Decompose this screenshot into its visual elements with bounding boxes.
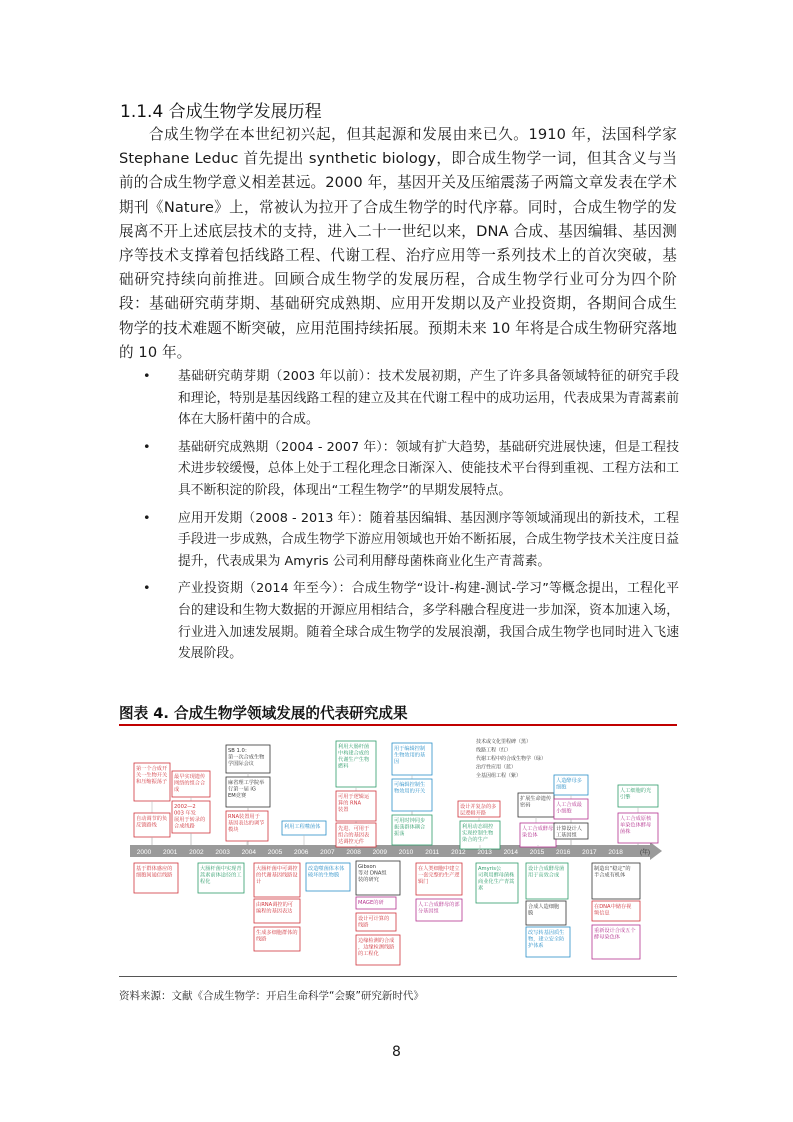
svg-text:程化: 程化 <box>200 879 211 885</box>
timeline-event-below <box>356 861 400 895</box>
svg-text:计: 计 <box>256 879 262 885</box>
timeline-event-above <box>392 815 432 845</box>
intro-paragraph: 合成生物学在本世纪初兴起，但其起源和发展由来已久。1910 年，法国科学家 Stephane Leduc 首先提出 synthetic biology，即合成生物学一词，但其含义与当前的合成生物学意义相差甚远。2000 年，基因开关及压缩震荡子两篇文章发表在学术期刊《Nature》上，常被认为拉开了合成生物学的时代序幕。同时，合成生物学的发展离不开上述底层技术的支持，进入二十一世纪以来，DNA 合成、基因编辑、基因测序等技术支撑着包括线路工程、代谢工程、治疗应用等一系列技术上的首次突破，基础研究持续向前推进。回顾合成生物学的发展历程，合成生物学行业可分为四个阶段：基础研究萌芽期、基础研究成熟期、应用开发期以及产业投资期，各期间合成生物学的技术难题不断突破，应用范围持续拓展。预期未来 10 年将是合成生物研究落地的 10 年。 <box>119 126 677 361</box>
timeline-event-below <box>526 863 568 899</box>
timeline-event-below <box>356 913 396 931</box>
svg-text:工基因组: 工基因组 <box>556 832 577 839</box>
timeline-event-above <box>392 743 432 775</box>
svg-text:基因表达的调节: 基因表达的调节 <box>228 820 265 827</box>
svg-text:行第一届 iG: 行第一届 iG <box>228 786 256 793</box>
svg-text:的工程化: 的工程化 <box>358 951 379 957</box>
list-item: • 应用开发期（2008 - 2013 年）：随着基因编辑、基因测序等领域涌现出的新技术，工程手段进一步成熟，合成生物学下游应用领域也开始不断拓展，合成生物学技术关注度日益提升，代表成果为 Amyris 公司利用酵母菌株商业化生产青蒿素。 <box>143 508 679 573</box>
svg-text:合成人造细胞: 合成人造细胞 <box>528 904 560 910</box>
svg-text:改造噬菌体本体: 改造噬菌体本体 <box>308 866 345 872</box>
svg-text:人工合成原核: 人工合成原核 <box>620 816 652 822</box>
svg-text:利用大肠杆菌: 利用大肠杆菌 <box>338 744 370 750</box>
legend-entry: 技术或文化里程碑（黑） <box>476 739 532 745</box>
timeline-event-below <box>416 899 462 921</box>
timeline-graphic <box>130 735 670 970</box>
svg-text:半合成有机体: 半合成有机体 <box>594 872 626 879</box>
timeline-event-above <box>226 811 268 841</box>
timeline-event-above <box>392 779 432 811</box>
svg-text:物效用的开关: 物效用的开关 <box>394 788 426 795</box>
timeline-event-below <box>254 927 300 951</box>
svg-text:生成多细胞群体的: 生成多细胞群体的 <box>256 930 298 936</box>
timeline-arrow <box>650 842 662 860</box>
svg-text:设计合成酵母菌: 设计合成酵母菌 <box>528 866 565 872</box>
svg-text:频信息: 频信息 <box>594 910 610 917</box>
timeline-event-below <box>134 863 178 893</box>
svg-text:素: 素 <box>478 885 484 892</box>
svg-text:振荡: 振荡 <box>394 831 405 837</box>
list-item: • 基础研究萌芽期（2003 年以前）：技术发展初期，产生了许多具备领域特征的研究手段和理论，特别是基因线路工程的建立及其在代谢工程中的成功运用，代表成果为青蒿素前体在大肠杆菌中的合成。 <box>143 366 679 431</box>
legend-entry: 代谢工程中的合成生物学（绿） <box>476 756 547 762</box>
svg-text:学国际会议: 学国际会议 <box>228 761 254 767</box>
figure-title: 图表 4. 合成生物学领域发展的代表研究成果 <box>119 705 408 722</box>
year-label: 2008 <box>346 849 361 856</box>
svg-text:装置: 装置 <box>338 807 349 813</box>
legend-entry: 治疗性应用（蓝） <box>476 764 517 771</box>
svg-text:破坏的生物膜: 破坏的生物膜 <box>308 872 340 879</box>
timeline-event-below <box>254 863 300 897</box>
timeline-event-above <box>336 791 376 821</box>
svg-text:一套完整的生产逻: 一套完整的生产逻 <box>418 872 460 879</box>
section-title: 1.1.4 合成生物学发展历程 <box>120 102 322 122</box>
svg-text:生物效用的基: 生物效用的基 <box>394 752 426 759</box>
figure-source: 资料来源：文献《合成生物学：开启生命科学“会聚”研究新时代》 <box>119 990 424 1002</box>
timeline-event-above <box>282 821 326 835</box>
svg-text:MAGE的研: MAGE的研 <box>358 900 384 906</box>
svg-text:可编辑控制生: 可编辑控制生 <box>394 782 426 788</box>
timeline-event-above <box>554 823 588 839</box>
year-suffix: (年) <box>640 850 650 856</box>
svg-text:算的 RNA: 算的 RNA <box>338 800 362 807</box>
year-label: 2018 <box>608 849 623 856</box>
year-label: 2009 <box>372 849 388 856</box>
svg-text:先进、可用于: 先进、可用于 <box>338 826 370 832</box>
year-label: 2014 <box>503 849 519 856</box>
svg-text:商业化生产青蒿: 商业化生产青蒿 <box>478 879 515 885</box>
svg-text:用于编辑控制: 用于编辑控制 <box>394 746 426 752</box>
svg-text:染色体: 染色体 <box>522 832 538 839</box>
svg-text:可用于逻辑运: 可用于逻辑运 <box>338 794 370 800</box>
svg-text:中构建合成的: 中构建合成的 <box>338 750 370 757</box>
svg-text:模块: 模块 <box>228 827 239 833</box>
page-number: 8 <box>392 1044 401 1060</box>
timeline-event-above <box>172 801 210 833</box>
svg-text:密码: 密码 <box>520 802 531 809</box>
bullet-marker: • <box>143 581 151 597</box>
svg-text:大肠杆菌中可调控: 大肠杆菌中可调控 <box>256 866 298 872</box>
svg-text:达调控元件: 达调控元件 <box>338 839 364 845</box>
svg-text:在人类细胞中建立: 在人类细胞中建立 <box>418 866 460 872</box>
svg-text:Gibson: Gibson <box>358 864 376 870</box>
svg-text:线路: 线路 <box>256 936 267 943</box>
svg-text:基于群体感应的: 基于群体感应的 <box>136 866 173 872</box>
timeline-event-above <box>226 745 270 773</box>
legend-entry: 线路工程（红） <box>476 747 512 754</box>
svg-text:扩展生命遗传: 扩展生命遗传 <box>520 796 552 802</box>
svg-text:染合的生产: 染合的生产 <box>462 837 488 843</box>
timeline-event-below <box>356 935 400 965</box>
year-label: 2001 <box>162 849 178 856</box>
svg-text:设计可计算的: 设计可计算的 <box>358 916 390 922</box>
svg-text:第一次合成生物: 第一次合成生物 <box>228 754 265 761</box>
svg-text:酵母染色体: 酵母染色体 <box>594 934 620 941</box>
timeline-event-below <box>306 863 350 891</box>
svg-text:用于高效合成: 用于高效合成 <box>528 872 560 879</box>
timeline-event-below <box>592 901 640 921</box>
svg-text:计算设计人: 计算设计人 <box>556 826 582 832</box>
timeline-event-above <box>554 775 588 795</box>
timeline-event-below <box>526 927 570 957</box>
svg-text:引擎: 引擎 <box>620 794 631 801</box>
timeline-event-above <box>554 799 588 819</box>
bullet-marker: • <box>143 439 151 455</box>
svg-text:利用动态调控: 利用动态调控 <box>462 824 494 830</box>
legend-entry: 全基因组工程（紫） <box>476 773 522 779</box>
timeline-event-above <box>336 741 376 787</box>
svg-text:小细胞: 小细胞 <box>556 808 572 815</box>
svg-text:护体系: 护体系 <box>528 943 544 949</box>
svg-text:辑门: 辑门 <box>418 879 429 885</box>
svg-text:第一个合成开: 第一个合成开 <box>136 766 168 772</box>
svg-text:和压缩振荡子: 和压缩振荡子 <box>136 779 168 785</box>
year-label: 2015 <box>529 849 545 856</box>
svg-text:麻省理工学院举: 麻省理工学院举 <box>228 780 265 786</box>
timeline-figure <box>130 735 670 970</box>
timeline-event-above <box>618 785 658 807</box>
svg-text:Amyris公: Amyris公 <box>478 866 502 872</box>
year-label: 2013 <box>477 849 492 856</box>
svg-text:代谢生产生物: 代谢生产生物 <box>338 757 370 763</box>
figure-top-rule <box>119 724 677 726</box>
timeline-event-above <box>336 823 376 847</box>
svg-text:可用时钟同步: 可用时钟同步 <box>394 818 426 824</box>
svg-text:蒿素前体途径的工: 蒿素前体途径的工 <box>200 872 242 879</box>
svg-text:SB 1.0：: SB 1.0： <box>228 748 250 754</box>
svg-text:因: 因 <box>394 759 400 765</box>
timeline-event-above <box>134 813 170 837</box>
svg-text:分基因组: 分基因组 <box>418 908 439 915</box>
timeline-event-above <box>460 821 500 849</box>
svg-text:合成线路: 合成线路 <box>174 823 195 830</box>
svg-text:装的研究: 装的研究 <box>358 877 379 883</box>
year-label: 2006 <box>293 849 309 856</box>
timeline-event-below <box>592 925 640 959</box>
svg-text:自动调节的负: 自动调节的负 <box>136 816 168 822</box>
year-label: 2017 <box>582 849 597 856</box>
svg-text:，边缘检测线路: ，边缘检测线路 <box>358 944 395 951</box>
svg-text:的代谢基因线路设: 的代谢基因线路设 <box>256 872 298 879</box>
timeline-event-above <box>134 763 170 801</box>
year-label: 2005 <box>267 849 283 856</box>
figure-bottom-rule <box>119 976 677 977</box>
year-label: 2016 <box>555 849 571 856</box>
svg-text:由RNA调控的可: 由RNA调控的可 <box>256 902 293 908</box>
timeline-event-below <box>416 863 462 895</box>
svg-text:改写转基因质生: 改写转基因质生 <box>528 930 565 936</box>
svg-text:成: 成 <box>174 787 180 793</box>
svg-text:组合的基因表: 组合的基因表 <box>338 832 370 839</box>
svg-text:人工合成最: 人工合成最 <box>556 802 582 808</box>
timeline-event-below <box>476 863 518 903</box>
svg-text:燃料: 燃料 <box>338 763 349 770</box>
timeline-event-above <box>226 777 270 807</box>
timeline-event-below <box>254 899 300 923</box>
year-label: 2011 <box>425 849 440 856</box>
svg-text:等对 DNA组: 等对 DNA组 <box>358 870 387 877</box>
svg-text:人造酵母多: 人造酵母多 <box>556 778 582 784</box>
svg-text:膜: 膜 <box>528 910 534 917</box>
year-label: 2003 <box>215 849 230 856</box>
timeline-event-below <box>356 897 396 909</box>
svg-text:制造出“稳定”的: 制造出“稳定”的 <box>594 866 631 872</box>
svg-text:单染色体酵母: 单染色体酵母 <box>620 822 652 829</box>
year-label: 2012 <box>451 849 466 856</box>
svg-text:展用于转录的: 展用于转录的 <box>174 817 206 823</box>
svg-text:003 年发: 003 年发 <box>174 810 196 817</box>
timeline-event-above <box>518 793 554 817</box>
svg-text:大肠杆菌中实现青: 大肠杆菌中实现青 <box>200 866 242 872</box>
bullet-marker: • <box>143 510 151 526</box>
svg-text:在DNA中储存视: 在DNA中储存视 <box>594 904 632 910</box>
svg-text:菌株: 菌株 <box>620 829 631 835</box>
svg-text:RNA装置用于: RNA装置用于 <box>228 814 260 820</box>
year-label: 2000 <box>136 849 152 856</box>
svg-text:人工合成酵母: 人工合成酵母 <box>522 826 554 832</box>
timeline-event-below <box>198 863 244 893</box>
timeline-event-above <box>172 771 210 797</box>
year-label: 2010 <box>398 849 414 856</box>
svg-text:2002—2: 2002—2 <box>174 804 196 810</box>
list-item: • 基础研究成熟期（2004 - 2007 年）：领域有扩大趋势，基础研究进展快速，但是工程技术进步较缓慢，总体上处于工程化理念日渐深入、使能技术平台得到重视、工程方法和工具不断积淀的阶段，体现出“工程生物学”的早期发展特点。 <box>143 437 679 502</box>
stage-list <box>143 366 679 671</box>
year-label: 2004 <box>241 849 257 856</box>
svg-text:最早实现遗传: 最早实现遗传 <box>174 774 206 780</box>
timeline-event-above <box>618 813 658 843</box>
svg-text:司利用酵母菌株: 司利用酵母菌株 <box>478 872 515 879</box>
svg-text:层逻辑开路: 层逻辑开路 <box>460 810 486 817</box>
svg-text:人工细胞的光: 人工细胞的光 <box>620 788 652 794</box>
svg-text:物，建立安全防: 物，建立安全防 <box>528 936 565 943</box>
timeline-axis <box>130 845 650 857</box>
bullet-marker: • <box>143 369 151 384</box>
timeline-event-below <box>592 863 640 899</box>
svg-text:线路: 线路 <box>358 922 369 929</box>
svg-text:利用工程噬菌体: 利用工程噬菌体 <box>284 824 321 830</box>
svg-text:细胞间通信线路: 细胞间通信线路 <box>136 872 173 879</box>
svg-text:细胞: 细胞 <box>556 784 567 791</box>
year-label: 2007 <box>320 849 335 856</box>
svg-text:编程的基因表达: 编程的基因表达 <box>256 908 293 915</box>
year-label: 2002 <box>189 849 204 856</box>
list-item: • 产业投资期（2014 年至今）：合成生物学“设计-构建-测试-学习”等概念提出，工程化平台的建设和生物大数据的开源应用相结合，多学科融合程度进一步加深，资本加速入场，行业进入加速发展期。随着全球合成生物学的发展浪潮，我国合成生物学也同时进入飞速发展阶段。 <box>143 578 679 664</box>
svg-text:人工合成酵母的部: 人工合成酵母的部 <box>418 902 460 908</box>
svg-text:网络的组合合: 网络的组合合 <box>174 780 206 787</box>
svg-text:边缘检测的合成: 边缘检测的合成 <box>358 938 395 944</box>
svg-text:重新设计合成五个: 重新设计合成五个 <box>594 928 636 934</box>
svg-text:关一生物开关: 关一生物开关 <box>136 772 168 779</box>
svg-text:振荡群体耦合: 振荡群体耦合 <box>394 824 426 831</box>
timeline-event-above <box>520 823 556 847</box>
svg-text:反馈路线: 反馈路线 <box>136 822 157 829</box>
timeline-event-below <box>526 901 566 925</box>
svg-text:设计并复杂的多: 设计并复杂的多 <box>460 804 497 810</box>
timeline-event-above <box>458 801 500 817</box>
svg-text:EM竞赛: EM竞赛 <box>228 793 247 799</box>
svg-text:实现控制生物: 实现控制生物 <box>462 830 494 837</box>
